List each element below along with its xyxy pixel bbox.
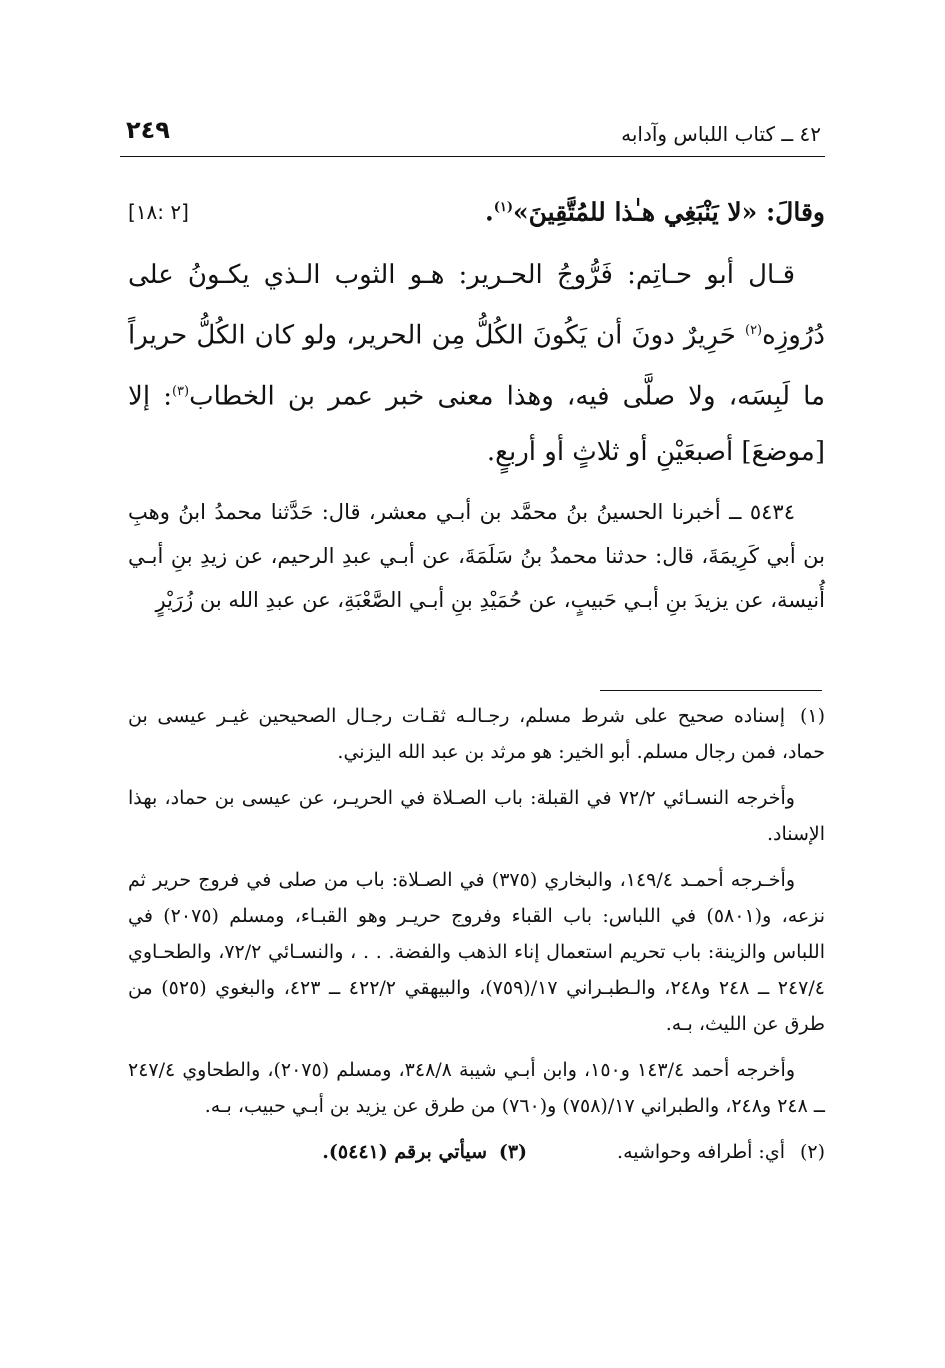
footnote-1-para-2-text: وأخرجه النسـائي ٧٢/٢ في القبلة: باب الصـلاة في الحريـر، عن عيسى بن حماد، بهذا الإسناد.: [128, 787, 825, 845]
footnote-1-text: إسناده صحيح على شرط مسلم، رجـالـه ثقـات رجـال الصحيحين غيـر عيسى بن حماد، فمن رجال مسلم. أبو الخير: هو مرثد بن عبد الله اليزني.: [128, 705, 825, 763]
commentary-part-2: حَرِيرٌ دونَ أن يَكُونَ الكُلُّ مِن الحرير، ولو كان الكُلُّ حريراً ما لَبِسَه، ولا صلَّى فيه، وهذا معنى خبر عمر بن الخطاب: [128, 320, 825, 412]
commentary-paragraph: [128, 248, 825, 479]
footnote-1-para-3: [128, 862, 825, 1042]
footnote-2: [617, 1134, 825, 1170]
footnote-mark-1: (١): [493, 200, 513, 215]
footnote-2-text: أي: أطرافه وحواشيه.: [617, 1141, 785, 1163]
running-title: ٤٢ ــ كتاب اللباس وآدابه: [621, 122, 821, 146]
footnote-3-text: سيأتي برقم (٥٤٤١).: [322, 1141, 488, 1163]
commentary-part-3: : إلا [موضعَ] أصبعَيْنِ أو ثلاثٍ أو أربعٍ.: [128, 381, 825, 467]
verse-text: وقالَ: «لا يَنْبَغِي هـٰذا للمُتَّقِينَ»: [513, 197, 825, 227]
footnote-1-para-4-text: وأخرجه أحمد ١٤٣/٤ و١٥٠، وابن أبـي شيبة ٣٤٨/٨، ومسلم (٢٠٧٥)، والطحاوي ٢٤٧/٤ ــ ٢٤٨ و٢٤٨، والطبراني ١٧/(٧٥٨) و(٧٦٠) من طرق عن يزيد بن أبـي حبيب، بـه.: [128, 1059, 825, 1117]
hadith-paragraph: [128, 490, 825, 622]
verse-line: [128, 178, 825, 242]
footnote-1-number: (١): [799, 705, 825, 727]
footnotes: [128, 698, 825, 1170]
verse-end: .: [484, 197, 494, 227]
footnotes-2-3: [128, 1134, 825, 1170]
commentary-part-1: قـال أبو حـاتِم: فَرُّوجُ الحـرير: هـو الثوب الـذي يكـونُ على دُرُوزِه: [128, 260, 825, 351]
footnote-mark-3: (٣): [171, 383, 190, 399]
verse-reference: [٢ :١٨]: [128, 200, 189, 224]
footnote-2-number: (٢): [799, 1141, 825, 1163]
main-text: [128, 178, 825, 622]
footnote-3-number: (٣): [498, 1141, 528, 1163]
footnote-3: [322, 1134, 527, 1170]
footnote-1: [128, 698, 825, 770]
footnote-separator: [600, 690, 822, 691]
footnote-1-para-3-text: وأخـرجه أحمـد ١٤٩/٤، والبخاري (٣٧٥) في الصـلاة: باب من صلى في فروج حرير ثم نزعه، و(٥٨٠١) في اللباس: باب القباء وفروج حريـر وهو القبـاء، ومسلم (٢٠٧٥) في اللباس والزينة: باب تحريم استعمال إناء الذهب والفضة. . . ، والنسـائي ٧٢/٢، والطحـاوي ٢٤٧/٤ ــ ٢٤٨ و٢٤٨، والـطبـراني ١٧/(٧٥٩)، والبيهقي ٤٢٢/٢ ــ ٤٢٣، والبغوي (٥٢٥) من طرق عن الليث، بـه.: [128, 869, 825, 1035]
running-header: [120, 112, 825, 157]
footnote-1-para-2: [128, 780, 825, 852]
footnote-mark-2: (٢): [744, 323, 763, 339]
hadith-text: ٥٤٣٤ ــ أخبرنا الحسينُ بنُ محمَّد بن أبـي معشر، قال: حَدَّثنا محمدُ ابنُ وهبِ بن أبي كَرِيمَةَ، قال: حدثنا محمدُ بنُ سَلَمَةَ، عن أبـي عبدِ الرحيم، عن زيدِ بنِ أبـي أُنيسة، عن يزيدَ بنِ أبـي حَبيبٍ، عن حُمَيْدِ بنِ أبـي الصَّعْبَةِ، عن عبدِ الله بن زُرَيْرٍ: [128, 499, 825, 612]
footnote-1-para-4: [128, 1052, 825, 1124]
page-number: ٢٤٩: [126, 116, 170, 144]
